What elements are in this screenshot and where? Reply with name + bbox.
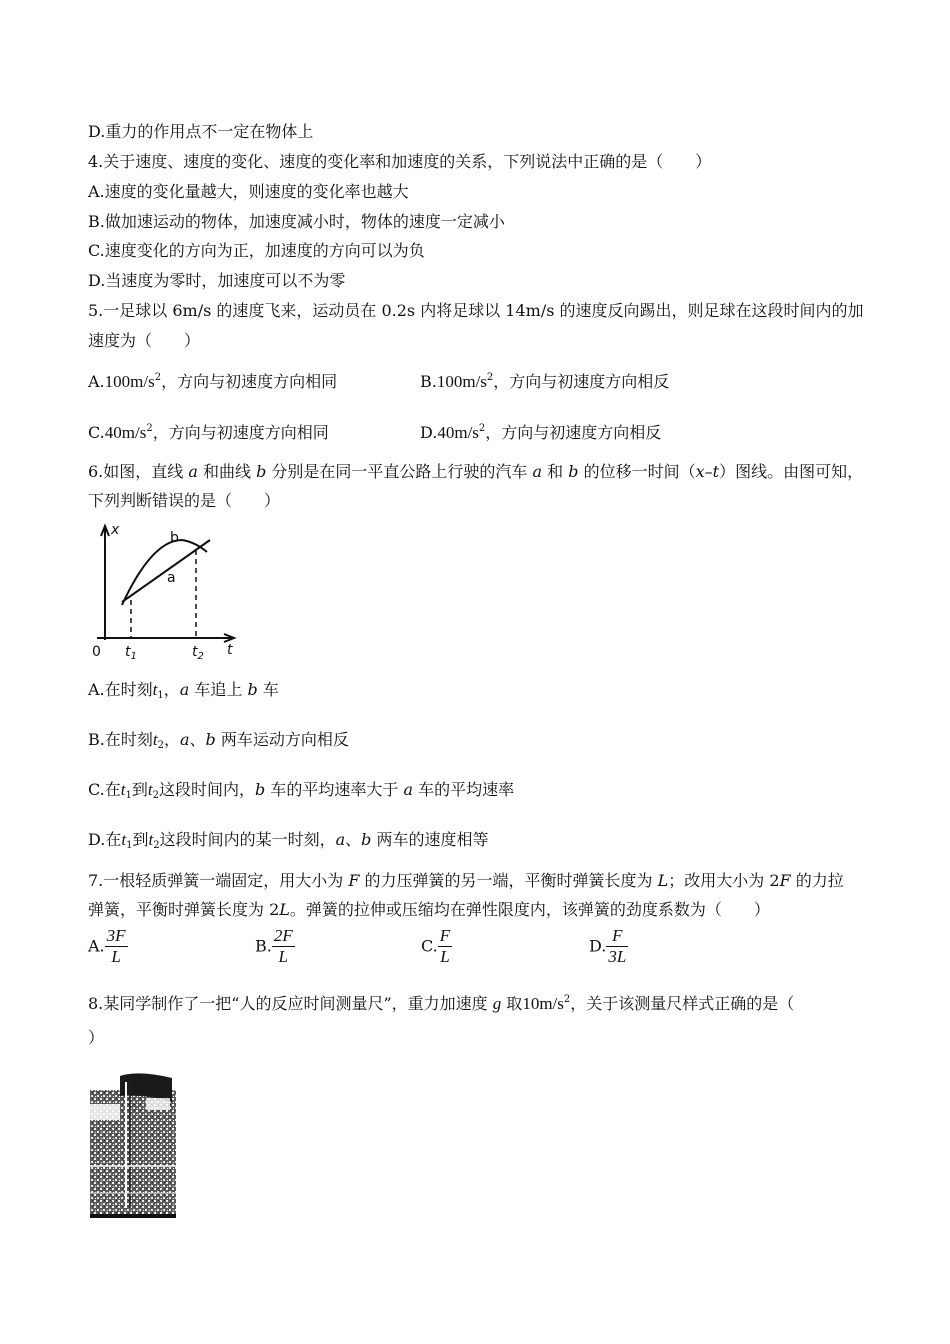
q4-option-b: B.做加速运动的物体，加速度减小时，物体的速度一定减小 bbox=[88, 212, 505, 231]
q6-option-c: C.在$t_1$到$t_2$这段时间内，b 车的平均速率大于 a 车的平均速率 bbox=[88, 780, 515, 801]
q7-option-d: D. $\frac{F}{3L}$ bbox=[589, 926, 627, 966]
q4-option-d: D.当速度为零时，加速度可以不为零 bbox=[88, 271, 346, 290]
q5-option-a: $A.100m/s^2$，方向与初速度方向相同 bbox=[88, 372, 338, 391]
origin-label: 0 bbox=[92, 644, 101, 660]
q4-stem: 4.关于速度、速度的变化、速度的变化率和加速度的关系，下列说法中正确的是（ ） bbox=[88, 152, 712, 171]
q7-stem-line2: 弹簧，平衡时弹簧长度为 2L。弹簧的拉伸或压缩均在弹性限度内，该弹簧的劲度系数为（ ） bbox=[88, 900, 770, 919]
t1-label: $t_1$ bbox=[125, 644, 137, 660]
line-a-label: a bbox=[167, 570, 176, 586]
t2-label: $t_2$ bbox=[192, 644, 204, 660]
q8-ruler-photo bbox=[88, 1068, 178, 1220]
t-axis-label: t bbox=[227, 642, 233, 658]
q6-option-d: D.在$t_1$到$t_2$这段时间内的某一时刻，a、b 两车的速度相等 bbox=[88, 830, 489, 851]
q6-option-b: B.在时刻$t_2$，a、b 两车运动方向相反 bbox=[88, 730, 349, 751]
q5-option-b: $B.100m/s^2$，方向与初速度方向相反 bbox=[420, 372, 670, 391]
q4-option-a: A.速度的变化量越大，则速度的变化率也越大 bbox=[88, 182, 409, 201]
q5-stem-line2: 速度为（ ） bbox=[88, 331, 201, 350]
q3-option-d: D.重力的作用点不一定在物体上 bbox=[88, 122, 314, 141]
q6-stem-line1: 6.如图，直线 a 和曲线 b 分别是在同一平直公路上行驶的汽车 a 和 b 的位移一时间（x–t）图线。由图可知， bbox=[88, 462, 864, 481]
q6-xt-graph bbox=[92, 520, 242, 660]
q7-stem-line1: 7.一根轻质弹簧一端固定，用大小为 F 的力压弹簧的另一端，平衡时弹簧长度为 L；改用大小为 2F 的力拉 bbox=[88, 871, 844, 890]
q4-option-c: C.速度变化的方向为正，加速度的方向可以为负 bbox=[88, 241, 425, 260]
q7-option-a: A. $\frac{3F}{L}$ bbox=[88, 926, 126, 966]
q8-stem-line1: 8.某同学制作了一把“人的反应时间测量尺”，重力加速度 g 取$10m/s^2$，关于该测量尺样式正确的是（ bbox=[88, 994, 795, 1013]
q5-stem-line1: 5.一足球以 6m/s 的速度飞来，运动员在 0.2s 内将足球以 14m/s 的速度反向踢出，则足球在这段时间内的加 bbox=[88, 301, 864, 320]
q6-stem-line2: 下列判断错误的是（ ） bbox=[88, 491, 281, 510]
line-a bbox=[122, 540, 210, 602]
q5-option-d: $D.40m/s^2$，方向与初速度方向相反 bbox=[420, 423, 662, 442]
q7-option-b: B. $\frac{2F}{L}$ bbox=[255, 926, 293, 966]
q6-option-a: A.在时刻$t_1$，a 车追上 b 车 bbox=[88, 680, 279, 701]
q5-option-c: $C.40m/s^2$，方向与初速度方向相同 bbox=[88, 423, 329, 442]
q8-stem-line2: ） bbox=[88, 1028, 105, 1047]
curve-b-label: b bbox=[170, 530, 179, 546]
x-axis-label: x bbox=[111, 522, 120, 538]
q7-option-c: C. $\frac{F}{L}$ bbox=[421, 926, 451, 966]
